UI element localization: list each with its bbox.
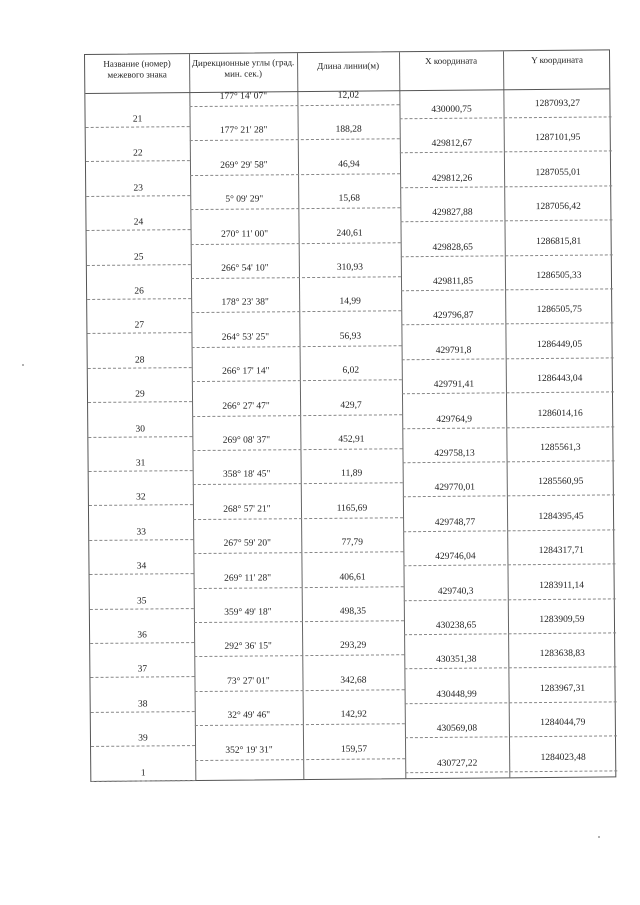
y-coordinate: 1287093,27 [534,98,581,110]
x-coordinate: 430351,38 [436,654,477,666]
header-y: Y координата [531,54,583,66]
y-coordinate: 1287055,01 [535,167,581,178]
direction-angle: 269° 29' 58" [220,160,268,171]
line-length: 77,79 [341,537,364,548]
point-name: 32 [136,492,146,503]
row-divider [89,504,193,506]
y-coordinate: 1285560,95 [538,477,584,488]
line-length: 12,02 [337,90,360,101]
y-coordinate: 1283638,83 [539,649,585,660]
row-divider [195,758,405,761]
row-divider [405,701,617,704]
line-length: 46,94 [338,159,360,170]
x-coordinate: 429770,01 [434,482,476,494]
row-divider [88,367,192,369]
row-divider [191,311,401,314]
row-divider [193,517,403,520]
row-divider [403,529,615,532]
row-divider [195,723,405,726]
line-length: 11,89 [341,468,363,480]
line-length: 159,57 [340,744,368,755]
row-divider [194,620,404,623]
row-divider [402,426,614,429]
row-divider [88,436,192,438]
line-length: 15,68 [338,193,361,204]
point-name: 31 [135,458,146,469]
direction-angle: 73° 27' 01" [227,676,270,687]
row-divider [194,586,404,589]
row-divider [88,401,192,403]
direction-angle: 264° 53' 25" [221,332,270,343]
point-name: 1 [140,768,146,779]
line-length: 452,91 [338,434,365,445]
row-divider [400,151,612,154]
direction-angle: 292° 36' 15" [224,641,272,653]
direction-angle: 269° 11' 28" [224,572,272,584]
x-coordinate: 429791,8 [435,345,472,356]
row-divider [91,711,195,713]
row-divider [190,139,400,142]
direction-angle: 266° 54' 10" [221,263,269,274]
row-divider [192,379,402,382]
row-divider [87,298,191,300]
x-coordinate: 430569,08 [436,723,478,735]
x-coordinate: 429811,85 [432,276,474,287]
row-divider [402,357,614,360]
scan-speck [22,364,24,366]
point-name: 36 [137,630,147,641]
row-divider [404,632,616,635]
x-coordinate: 429812,26 [431,173,473,184]
x-coordinate: 430238,65 [435,620,477,631]
row-divider [190,207,400,210]
row-divider [405,770,617,773]
row-divider [400,185,612,188]
point-name: 34 [136,561,147,572]
row-divider [401,288,613,291]
row-divider [401,323,613,326]
y-coordinate: 1284044,79 [540,717,586,729]
y-coordinate: 1283909,59 [539,614,585,626]
y-coordinate: 1284023,48 [540,752,586,763]
direction-angle: 267° 59' 20" [223,538,272,549]
point-name: 25 [133,252,144,263]
direction-angle: 32° 49' 46" [227,710,271,721]
line-length: 429,7 [340,400,362,411]
point-name: 21 [132,114,143,125]
row-divider [194,655,404,658]
y-coordinate: 1285561,3 [540,442,581,454]
row-divider [90,573,194,575]
point-name: 30 [135,424,146,435]
row-divider [89,539,193,541]
row-divider [405,736,617,739]
y-coordinate: 1286014,16 [537,408,583,419]
header-name: Название (номер) межевого знака [103,58,171,80]
y-coordinate: 1283967,31 [539,683,586,694]
y-coordinate: 1284317,71 [538,545,584,557]
row-divider [86,126,190,128]
direction-angle: 266° 27' 47" [222,400,270,412]
x-coordinate: 429740,3 [437,586,474,597]
row-divider [402,392,614,395]
x-coordinate: 430000,75 [431,104,472,115]
x-coordinate: 429748,77 [434,517,476,528]
line-length: 56,93 [339,331,362,342]
y-coordinate: 1287101,95 [535,133,581,144]
direction-angle: 177° 14' 07" [219,91,268,102]
direction-angle: 359° 49' 18" [224,607,272,618]
line-length: 14,99 [339,296,361,308]
x-coordinate: 429758,13 [434,448,475,459]
x-coordinate: 429812,67 [431,139,473,150]
row-divider [87,264,191,266]
row-divider [403,564,615,567]
point-name: 28 [134,355,145,366]
direction-angle: 269° 08' 37" [222,435,271,446]
row-divider [400,116,612,119]
row-divider [189,104,399,107]
row-divider [90,642,194,644]
row-divider [86,195,190,197]
direction-angle: 358° 18' 45" [222,469,271,481]
line-length: 240,61 [336,228,363,239]
row-divider [403,495,615,498]
row-divider [193,483,403,486]
direction-angle: 5° 09' 29" [225,194,264,205]
direction-angle: 178° 23' 38" [221,297,269,309]
row-divider [192,448,402,451]
point-name: 33 [136,527,146,538]
row-divider [89,470,193,472]
y-coordinate: 1283911,14 [539,580,585,591]
row-divider [86,160,190,162]
row-divider [404,667,616,670]
y-coordinate: 1287056,42 [535,201,581,213]
point-name: 22 [133,148,143,159]
x-coordinate: 429791,41 [433,379,475,391]
row-divider [192,414,402,417]
row-divider [87,332,191,334]
line-length: 498,35 [339,606,366,617]
row-divider [195,689,405,692]
y-coordinate: 1286443,04 [537,373,583,385]
y-coordinate: 1286505,75 [536,305,582,316]
row-divider [91,745,195,747]
point-name: 35 [136,596,147,607]
x-coordinate: 429796,87 [433,311,474,322]
row-divider [90,676,194,678]
direction-angle: 268° 57' 21" [223,504,271,515]
y-coordinate: 1286449,05 [536,339,583,350]
direction-angle: 177° 21' 28" [219,125,268,137]
scan-speck [598,836,600,838]
line-length: 310,93 [336,262,363,273]
row-divider [90,608,194,610]
header-angle: Дирекционные углы (град. мин. сек.) [191,57,295,79]
line-length: 6,02 [342,365,360,376]
direction-angle: 352° 19' 31" [225,744,273,756]
line-length: 342,68 [340,675,367,686]
point-name: 37 [137,664,148,675]
header-x: X координата [424,55,478,67]
line-length: 293,29 [340,640,367,652]
row-divider [401,254,613,257]
point-name: 26 [134,286,144,297]
point-name: 23 [133,183,143,194]
point-name: 38 [137,699,148,710]
line-length: 406,61 [339,572,366,583]
x-coordinate: 429746,04 [435,551,476,563]
row-divider [87,229,191,231]
x-coordinate: 429828,65 [432,242,473,253]
point-name: 27 [134,320,145,331]
row-divider [400,220,612,223]
row-divider [193,551,403,554]
line-length: 188,28 [335,124,362,136]
direction-angle: 270° 11' 00" [221,228,269,240]
coordinates-table [84,49,616,782]
row-divider [191,276,401,279]
point-name: 39 [138,733,148,744]
y-coordinate: 1286815,81 [536,236,582,247]
y-coordinate: 1286505,33 [536,270,582,282]
row-divider [91,780,195,782]
direction-angle: 266° 17' 14" [222,366,270,377]
point-name: 24 [133,217,144,228]
x-coordinate: 430448,99 [436,689,477,700]
row-divider [191,242,401,245]
x-coordinate: 429827,88 [432,207,473,219]
row-divider [192,345,402,348]
x-coordinate: 429764,9 [436,414,473,425]
line-length: 142,92 [340,709,367,720]
row-divider [190,173,400,176]
row-divider [403,460,615,463]
line-length: 1165,69 [336,503,368,514]
header-length: Длина линии(м) [317,60,380,71]
point-name: 29 [135,389,145,400]
x-coordinate: 430727,22 [436,758,478,769]
row-divider [404,598,616,601]
y-coordinate: 1284395,45 [538,511,584,522]
